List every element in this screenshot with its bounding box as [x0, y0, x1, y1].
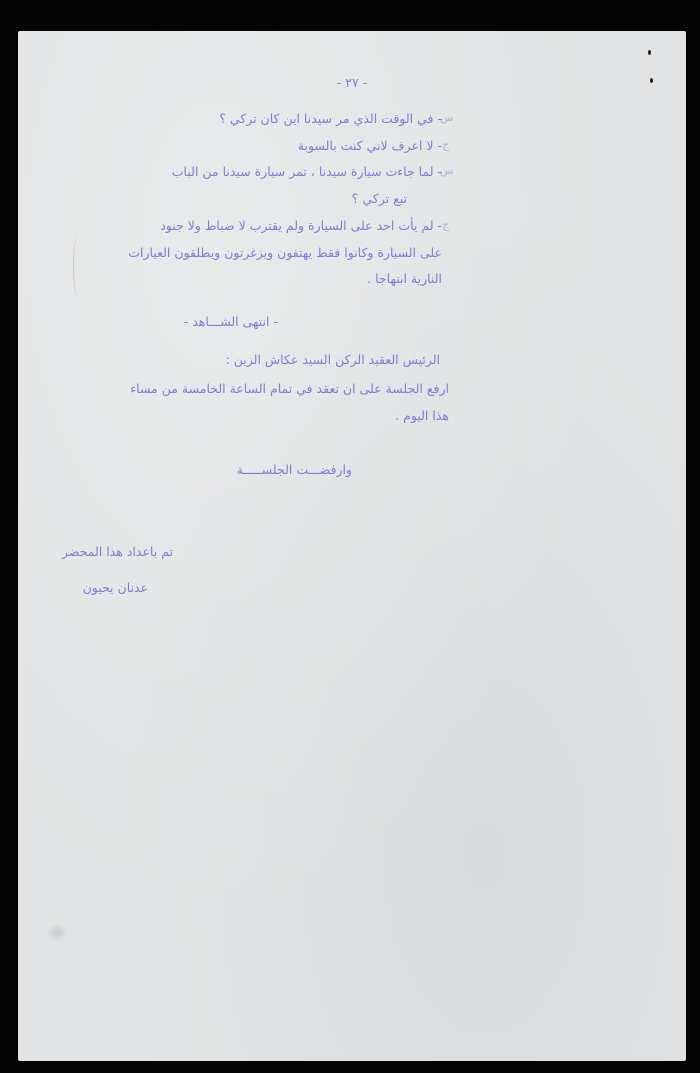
- adjourn-text: ارفع الجلسة على ان تعقد في تمام الساعة الخامسة من مساء: [130, 381, 449, 396]
- dialogue-line: - في الوقت الذي مر سيدنا اين كان تركي ؟: [219, 111, 442, 126]
- president-heading: الرئيس العقيد الركن السيد عكاش الزين :: [225, 352, 440, 367]
- speaker-marker: س: [440, 111, 454, 124]
- faint-margin-mark: [73, 236, 82, 296]
- end-testimony: - انتهى الشـــاهد -: [183, 314, 278, 329]
- dialogue-line: - لا اعرف لاني كنت بالسوبة: [297, 138, 442, 153]
- paper-edge-mark: [650, 78, 653, 83]
- page-number: - ٢٧ -: [336, 75, 368, 90]
- speaker-marker: س: [440, 164, 454, 177]
- paper-stain: [48, 924, 66, 942]
- paper-edge-mark: [648, 50, 651, 55]
- dialogue-line: على السيارة وكانوا فقط يهتفون ويزغرتون ويطلقون العيارات: [128, 245, 442, 260]
- dialogue-line: تبع تركي ؟: [351, 191, 407, 206]
- speaker-marker: ج: [442, 218, 450, 231]
- speaker-marker: ج: [442, 138, 450, 151]
- session-adjourned: وارفضـــت الجلســـــة: [236, 462, 352, 477]
- adjourn-text: هذا اليوم .: [395, 408, 449, 423]
- dialogue-line: - لما جاءت سيارة سيدنا ، تمر سيارة سيدنا من الباب: [171, 164, 442, 179]
- prepared-by: تم باعداد هذا المحضر: [61, 544, 173, 559]
- dialogue-line: النارية ابتهاجا .: [367, 271, 442, 286]
- dialogue-line: - لم يأت احد على السيارة ولم يقترب لا ضباط ولا جنود: [160, 218, 442, 233]
- preparer-name: عدنان يحيون: [82, 580, 148, 595]
- document-page: [18, 31, 686, 1061]
